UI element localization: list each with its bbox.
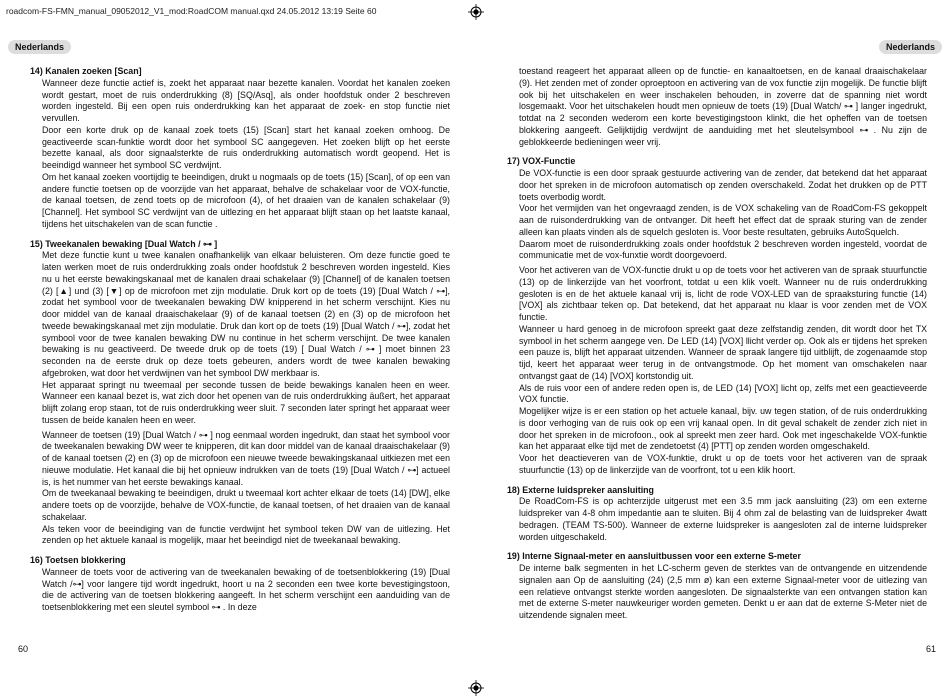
language-tab-left: Nederlands [8, 40, 71, 54]
left-column [30, 66, 450, 654]
section-title: 17) VOX-Functie [507, 156, 576, 167]
continued-paragraph: toestand reageert het apparaat alleen op de functie- en kanaaltoetsen, en de kanaal draaischakelaar (9). Het zenden met of zonder oproeptoon en activering van de vox functie zijn mogelijk. De functie blijft ook bij het uitschakelen en weer inschakelen behouden, in zoverre dat de spanning niet wordt losgemaakt. Voor het uitschakelen houdt men opnieuw de toets (19) [Dual Watch/ ⊶ ] langer ingedrukt, totdat na 2 seconden wederom een korte bevestigingstoon klinkt, die het opheffen van de toetsen blokkering aangeeft. Gelijktijdig verdwijnt de aanduiding met het sleutelsymbool ⊶ . Nu zijn de geblokkeerde bedieningen weer vrij. [519, 66, 927, 147]
section-title: 19) Interne Signaal-meter en aansluitbussen voor een externe S-meter [507, 551, 801, 562]
file-header-line: roadcom-FS-FMN_manual_09052012_V1_mod:RoadCOM manual.qxd 24.05.2012 13:19 Seite 60 [6, 6, 377, 16]
section-19 [507, 551, 927, 622]
section-16 [30, 555, 450, 614]
language-tab-right: Nederlands [879, 40, 942, 54]
section-paragraph: De RoadCom-FS is op achterzijde uitgerust met een 3.5 mm jack aansluiting (23) om een externe luidspreker van 4-8 ohm impedantie aan te sluiten. Bij 4 ohm zal de belasting van de luidspreker 4watt bedragen. (TEAM TS-500). Wanneer de externe luidspreker is aangesloten zal de interne luidspreker worden uitgeschakeld. [519, 496, 927, 542]
page-number-left: 60 [18, 644, 29, 654]
right-column [507, 66, 927, 644]
section-title: 16) Toetsen blokkering [30, 555, 126, 565]
section-paragraph: Wanneer deze functie actief is, zoekt het apparaat naar bezette kanalen. Voordat het kanalen zoeken wordt gestart, moet de ruis onderdrukking (8) [SQ/Asq], als onder hoofdstuk onder 2 beschreven worden ingesteld. Bij een open ruis onderdrukking kan het apparaat de zoek- en stop functie niet vervullen. Door een korte druk op de kanaal zoek toets (15) [Scan] start het kanaal zoeken omhoog. De geactiveerde scan-funktie wordt door het symbool SC aangegeven. Het zoeken blijft op het eerste bezette kanaal, als door signaalsterkte de ruis onderdrukking automatisch wordt geopend. Het is beeindigd wanneer het symbool SC verdwijnt. Om het kanaal zoeken voortijdig te beeindigen, drukt u nogmaals op de toets (15) [Scan], of op een van andere functie toetsen op de voorzijde van het apparaat, behalve de schakelaar voor de VOX-functie, de kanaal toetsen, de zend toets op de microfoon (4), of het draaien van de kanalen schakelaar (9) [Channel]. Het symbool SC verdwijnt van de uitlezing en het apparaat blijft staan op het laatste kanaal, tijdens het uitschakelen van de scan functie . [42, 77, 450, 229]
section-18 [507, 485, 927, 544]
section-15 [30, 239, 450, 548]
section-paragraph: Voor het activeren van de VOX-functie drukt u op de toets voor het activeren van de spraak stuurfunctie (13) op de linkerzijde van het voorfront, totdat u een klik voelt. Wanneer nu de ruis onderdrukking gesloten is en de het aktuele kanaal vrij is, licht de rode VOX-LED van de spraaksturing functie (14) [VOX] als zichtbaar teken op. Dat betekend, dat het apparaat nu klaar is voor zenden met de VOX functie. Wanneer u hard genoeg in de microfoon spreekt gaat deze zelfstandig zenden, dit wordt door het TX symbool in het scherm aangege ven. De LED (14) [VOX] llicht verder op. Ook als er tijdens het spreken een pauze is, blijft het apparaat uitzenden. Wanneer de spraak langere tijd uitblijft, de zogenaamde stop tijd, keert het apparaat weer terug in de ontvangstmode. Op het moment van omschakelen naar ontvangst gaat de (14) [VOX] kortstondig uit. Als de ruis voor een of andere reden open is, de LED (14) [VOX] licht op, zelfs met een geactieveerde VOX functie. Mogelijker wijze is er een station op het actuele kanaal, bijv. uw tegen station, of de ruis onderdrukking is door verhoging van de ruis ook op een vrij kanaal open. In dit geval schakelt de zender zich niet in door het spreken in de microfoon., ook al spreekt men zeer hard. Ook met ingeschakelde VOX-funktie kan het apparaat elke tijd met de zendetoetst (4) [PTT] op zenden worden omgeschakeld. Voor het deactieveren van de VOX-funktie, drukt u op de toets voor het activeren van de spraak stuurfunctie (13) op de linkerzijde van de voorfront, tot u een klik hoort. [519, 265, 927, 475]
section-paragraph: Wanneer de toetsen (19) [Dual Watch / ⊶ ] nog eenmaal worden ingedrukt, dan staat het symbool voor de tweekanalen bewaking DW weer te knipperen, dit kan door middel van de kanaal draaischakelaar (9) of de kanaal toetsen (2) en (3) op de microfoon een nieuwe tweede bewakingskanaal uitkiezen met een nieuwe modulatie. Het kanaal die bij het opnieuw indrukken van de toets (19) [Dual Watch / ⊶] actueel is, is het nummer van het eerste bewakings kanaal. Om de tweekanaal bewaking te beeindigen, drukt u tweemaal kort achter elkaar de toets (14) [DW], elke andere toets op de voorzijde, behalve de VOX-functie, de kanaal toetsen, of het draaien van de kanaal schakelaar. Als teken voor de beeindiging van de functie verdwijnt het symbool teken DW van de uitlezing. Het zenden op het aktuele kanaal is mogelijk, maar het beeindigd niet de tweekanaal bewaking. [42, 429, 450, 546]
page-number-right: 61 [926, 644, 937, 654]
registration-mark-bottom-icon [468, 680, 484, 696]
section-title: 15) Tweekanalen bewaking [Dual Watch / ⊶ ] [30, 238, 218, 249]
section-17 [507, 156, 927, 476]
section-title: 14) Kanalen zoeken [Scan] [30, 66, 142, 76]
section-paragraph: Met deze functie kunt u twee kanalen onafhankelijk van elkaar beluisteren. Om deze functie goed te laten werken moet de ruis onderdrukking zoals onder hoofdstuk 2 beschreven worden ingesteld. Kies nu u het eerste bewakingskanaal met de kanalen draai schakelaar (9) [Channel] of de kanalen toetsen (2) [▲] und (3) [▼] op de microfoon met zijn modulatie. Druk kort op de toets (19) [Dual Watch / ⊶], zodat het symbool voor de tweekanalen bewaking DW knipperend in het scherm verschijnt. Kies nu door middel van de kanaal draaischakelaar (9) of de kanaal toetsen (2) en (3) op de microfoon het tweede bewakingskanaal met zijn modulatie. Druk dan kort op de toets (19) [Dual Watch / ⊶], zodat het symbool voor de twee kanalen bewaking DW nu continue in het scherm verschijnt. De twee kanalen bewaking is nu geactiveerd. De tweede druk op de toets (19) [ Dual Watch / ⊶ ] moet binnen 23 seconden na de eerste druk op deze toets gebeuren, anders wordt de twee kanalen bewaking afgebroken, wat door het verdwijnen van het symbool DW merkbaar is. Het apparaat springt nu tweemaal per seconde tussen de beide bewakings kanalen heen en weer. Wanneer een kanaal bezet is, wat zich door het openen van de ruis onderdrukking äußert, het apparaat blijft zolang erop staan, tot de ruis onderdrukking weer sluit. 7 seconden later springt het apparaat weer tussen de beide kanalen heen en weer. [42, 250, 450, 425]
section-paragraph: De interne balk segmenten in het LC-scherm geven de sterktes van de ontvangende en uitzendende signalen aan Op de aansluiting (24) (2,5 mm ø) kan een externe Signaal-meter voor de uitlezing van een relatieve ontvangst sterkte worden aangesloten. De signaalsterkte van een ontvangen station kan met de externe S-meter nauwkeuriger worden gemeten. Denkt u er aan dat de externe S-Meter niet de uitzendende signalen meet. [519, 563, 927, 620]
registration-mark-top-icon [468, 4, 484, 20]
section-14 [30, 66, 450, 231]
section-title: 18) Externe luidspreker aansluiting [507, 484, 654, 495]
section-paragraph: De VOX-functie is een door spraak gestuurde activering van de zender, dat betekend dat het apparaat door het spreken in de microfoon automatisch op zenden overschakeld. Zodat het drukken op de PTT toets overbodig wordt. Voor het vermijden van het ongevraagd zenden, is de VOX schakeling van de RoadCom-FS gekoppelt aan de ruisonderdrukking van de ontvanger. Dit heeft het effect dat de spraak sturing van de zender alleen kan plaats vinden als de squelch gesloten is. Voor beste resultaten, gebruiks AutoSquelch. Daarom moet de ruisonderdrukking zoals onder hoofdstuk 2 beschreven worden ingesteld, voordat de communicatie met de vox-funxtie wordt doorgevoerd. [519, 168, 927, 261]
section-paragraph: Wanneer de toets voor de activering van de tweekanalen bewaking of de toetsenblokkering (19) [Dual Watch /⊶] voor langere tijd wordt ingedrukt, hoort u na 2 seconden een twee korte bevestigingstoon, die de activering van de toetsen blokkering aangeeft. In het scherm verschijnt een aanduiding van de toetsenblokkering met een sleutel symbool ⊶ . In deze [42, 566, 450, 612]
